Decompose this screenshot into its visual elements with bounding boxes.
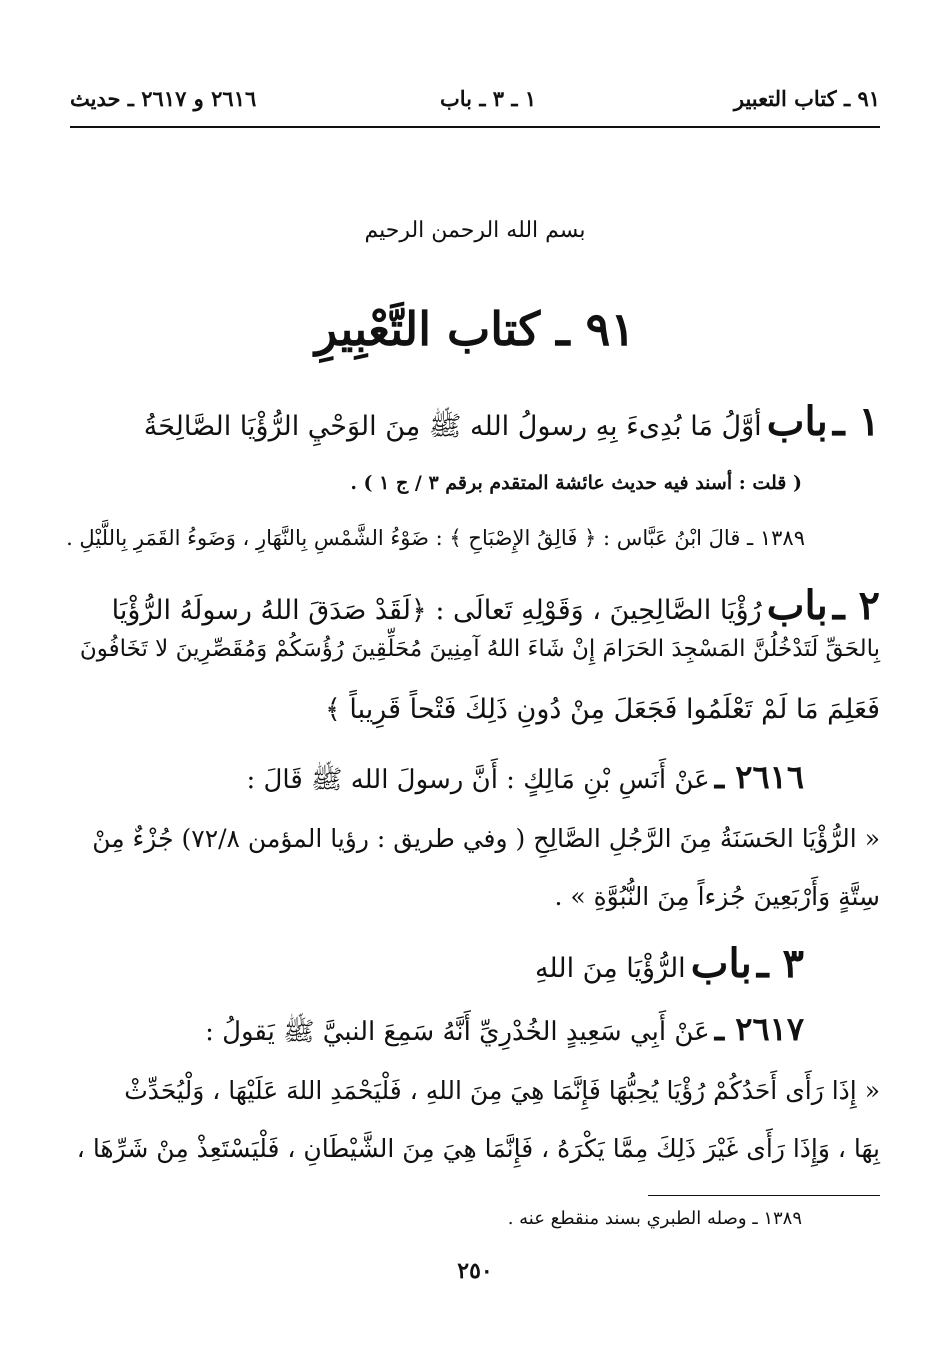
header-book-title: ٩١ ـ كتاب التعبير — [733, 86, 880, 111]
hadith-2617-narrator: عَنْ أَبِي سَعِيدٍ الخُدْرِيِّ أَنَّهُ سَمِعَ النبيَّ ﷺ يَقولُ : — [205, 1017, 710, 1047]
chapter-3-number: ٣ ـ — [756, 940, 804, 987]
chapter-3-heading — [535, 940, 804, 987]
chapter-3-title: الرُّؤْيَا مِنَ اللهِ — [534, 953, 686, 984]
running-header — [70, 86, 880, 122]
chapter-2-title-line2: بِالحَقِّ لَتَدْخُلُنَّ المَسْجِدَ الحَرَامَ إِنْ شَاءَ اللهُ آمِنِينَ مُحَلِّقِينَ رُؤُسَكُمْ وَمُقَصِّرِينَ لا تَخَافُونَ — [79, 636, 880, 662]
chapter-1-title: أوَّلُ مَا بُدِىءَ بِهِ رسولُ الله ﷺ مِنَ الوَحْيِ الرُّؤْيَا الصَّالِحَةُ — [143, 411, 762, 442]
chapter-1-word: باب — [766, 398, 828, 445]
hadith-2617-intro — [205, 1010, 804, 1053]
chapter-1-heading — [70, 398, 880, 449]
book-title: ٩١ ـ كتاب التَّعْبِيرِ — [314, 302, 636, 356]
hadith-2616-narrator: عَنْ أَنَسِ بْنِ مَالِكٍ : أَنَّ رسولَ الله ﷺ قَالَ : — [246, 765, 710, 795]
footnote-divider — [648, 1195, 880, 1196]
basmala: بسم الله الرحمن الرحيم — [364, 218, 586, 243]
chapter-2-number: ٢ ـ — [832, 582, 880, 629]
athar-1389: ١٣٨٩ ـ قالَ ابْنُ عَبَّاس : ﴿ فَالِقُ الإِصْبَاحِ ﴾ : ضَوْءُ الشَّمْسِ بِالنَّهَارِ ، وَضَوءُ القَمَرِ بِاللَّيْلِ . — [66, 526, 805, 550]
chapter-2-word: باب — [766, 582, 828, 629]
chapter-3-word: باب — [690, 940, 752, 987]
header-hadith-range: ٢٦١٦ و ٢٦١٧ ـ حديث — [70, 86, 257, 111]
hadith-2616-text-line2: سِتَّةٍ وَأَرْبَعِينَ جُزءاً مِنَ النُّبُوَّةِ » . — [554, 882, 880, 911]
chapter-2-title-line1: رُؤْيَا الصَّالِحِينَ ، وَقَوْلِهِ تَعالَى : ﴿لَقَدْ صَدَقَ اللهُ رسولَهُ الرُّؤْيَا — [111, 595, 762, 626]
editor-note: ( قلت : أسند فيه حديث عائشة المتقدم برقم ٣ / ج ١ ) . — [350, 472, 802, 494]
hadith-2617-text-line2: بِهَا ، وَإِذَا رَأَى غَيْرَ ذَلِكَ مِمَّا يَكْرَهُ ، فَإِنَّمَا هِيَ مِنَ الشَّيْطَانِ ، فَلْيَسْتَعِذْ مِنْ شَرِّهَا ، — [76, 1134, 880, 1163]
hadith-2617-number: ٢٦١٧ ـ — [714, 1010, 804, 1048]
chapter-2-title-line3: فَعَلِمَ مَا لَمْ تَعْلَمُوا فَجَعَلَ مِنْ دُونِ ذَلِكَ فَتْحاً قَرِيباً ﴾ — [324, 694, 880, 725]
hadith-2617-text-line1: « إِذَا رَأَى أَحَدُكُمْ رُؤْيَا يُحِبُّهَا فَإِنَّمَا هِيَ مِنَ اللهِ ، فَلْيَحْمَدِ اللهَ عَلَيْهَا ، وَلْيُحَدِّثْ — [124, 1076, 880, 1105]
chapter-2-heading — [70, 582, 880, 629]
hadith-2616-text-line1: « الرُّؤْيَا الحَسَنَةُ مِنَ الرَّجُلِ الصَّالِحِ ( وفي طريق : رؤيا المؤمن ٧٢/٨) جُزْءٌ مِنْ — [92, 824, 880, 853]
header-divider — [70, 126, 880, 128]
footnote-1389: ١٣٨٩ ـ وصله الطبري بسند منقطع عنه . — [507, 1208, 802, 1229]
chapter-1-number: ١ ـ — [832, 398, 880, 445]
hadith-2616-intro — [247, 758, 804, 801]
page-number: ٢٥٠ — [457, 1258, 493, 1284]
header-chapter-range: ١ ـ ٣ ـ باب — [440, 86, 537, 111]
hadith-2616-number: ٢٦١٦ ـ — [714, 758, 804, 796]
